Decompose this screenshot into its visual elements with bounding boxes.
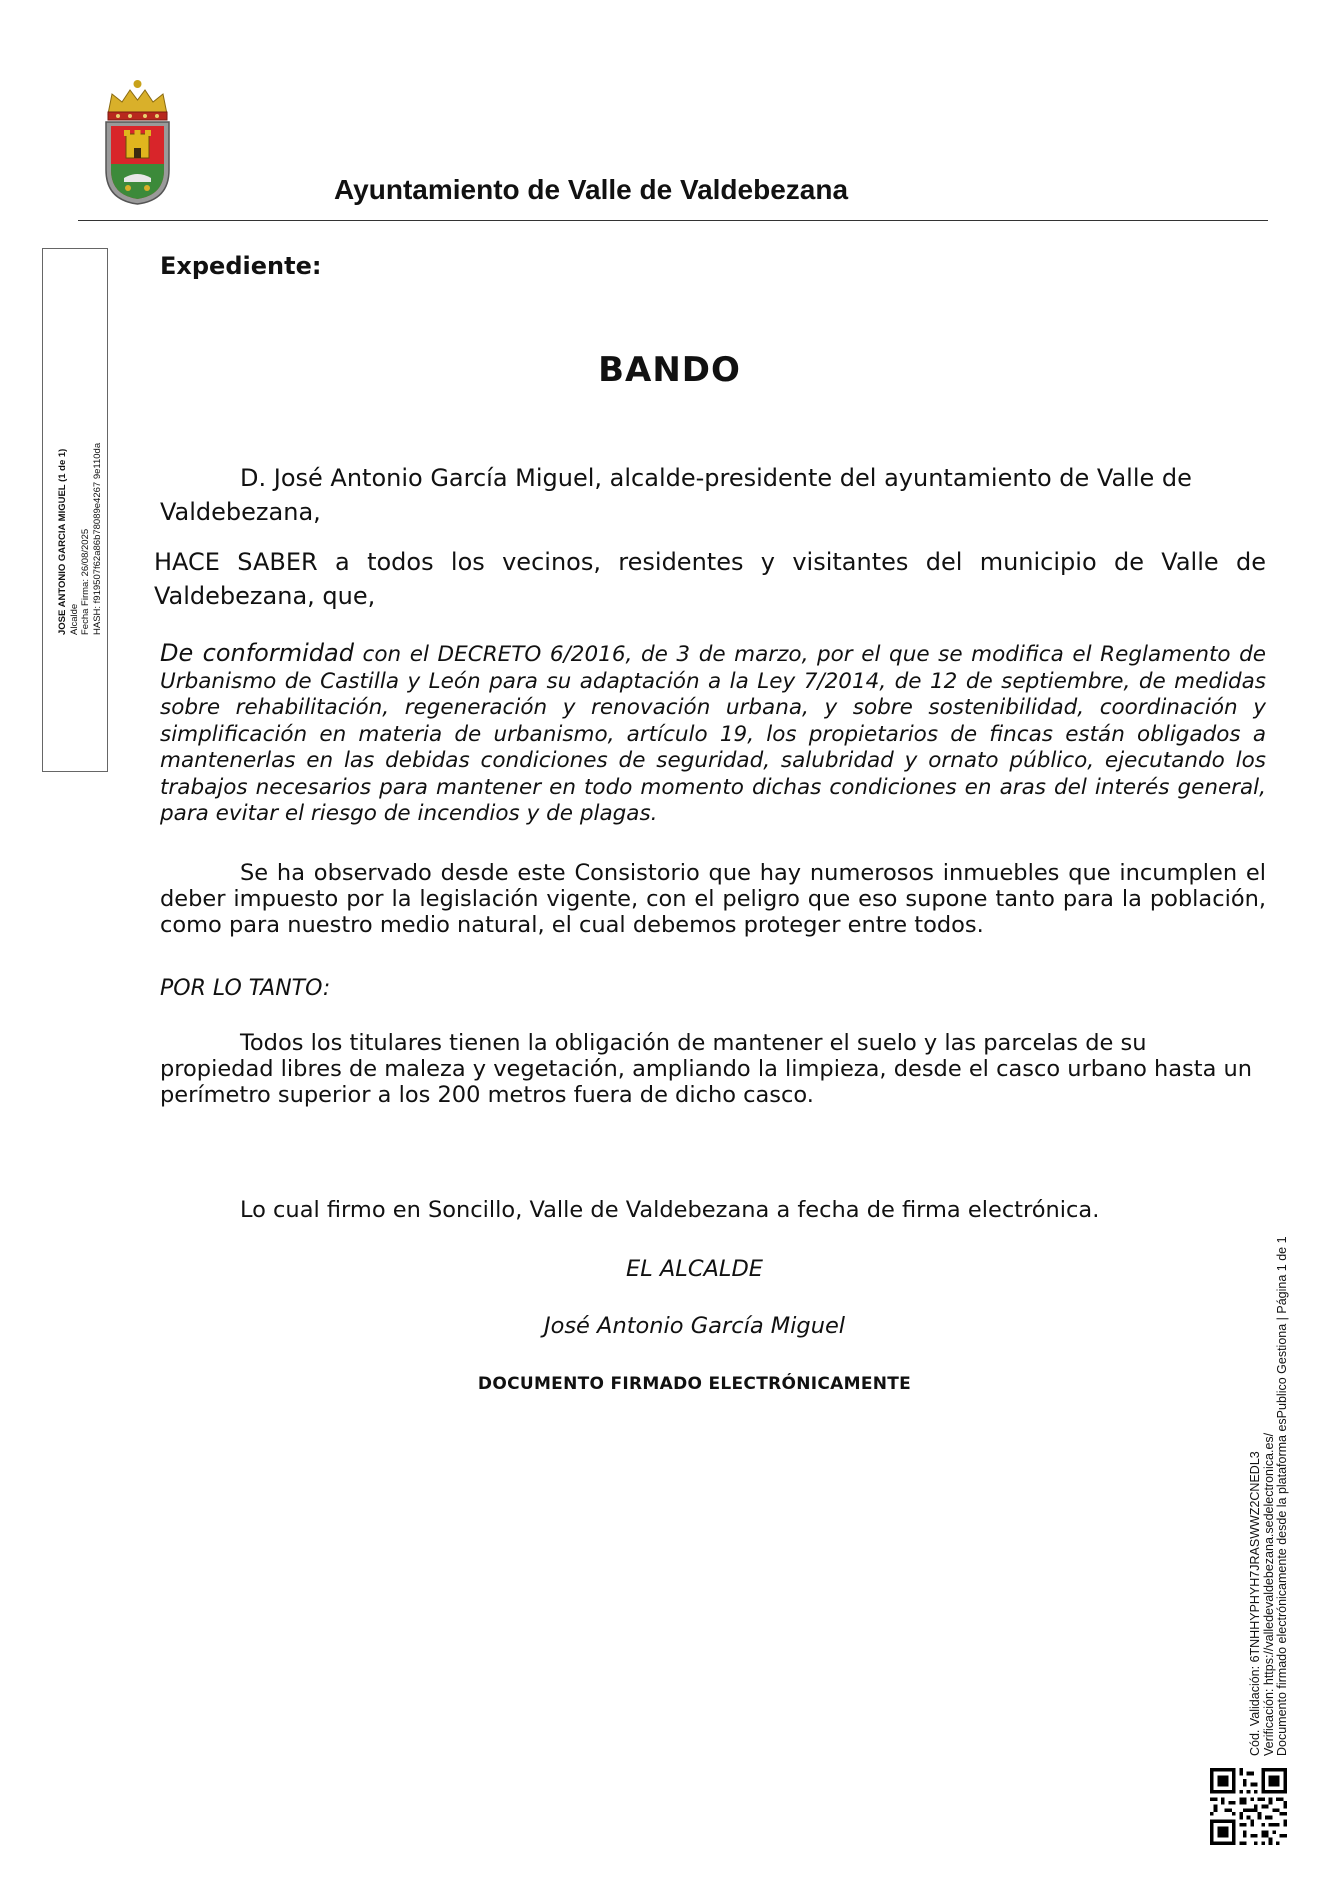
- signed-electronically-note: DOCUMENTO FIRMADO ELECTRÓNICAMENTE: [477, 1374, 912, 1394]
- obligacion-line-1: Todos los titulares tienen la obligación de mantener el suelo y las parcelas de su: [240, 1030, 1147, 1056]
- page-title: Ayuntamiento de Valle de Valdebezana: [334, 174, 849, 205]
- validation-text: [1249, 1236, 1290, 1756]
- signature-stamp-text: [57, 443, 103, 635]
- signature-role: Alcalde: [68, 603, 80, 635]
- signature-date: Fecha Firma: 26/08/2025: [80, 528, 91, 635]
- paragraph-intro: [160, 461, 1266, 529]
- document-heading: BANDO: [598, 350, 741, 390]
- obligacion-line-3: perímetro superior a los 200 metros fuera de dicho casco.: [160, 1082, 814, 1108]
- paragraph-obligacion: [160, 1030, 1266, 1108]
- intro-line-2: Valdebezana,: [160, 498, 321, 526]
- signature-hash: HASH: f919507f62a86b78089e4267 9e110da: [91, 442, 103, 635]
- decreto-text: con el DECRETO 6/2016, de 3 de marzo, por el que se modifica el Reglamento de Urbanismo de Castilla y León para su adaptación a la Ley 7/2014, de 12 de septiembre, de medidas sobre rehabilitación, regeneración y renovación urbana, y sobre sostenibilidad, coordinación y simplificación en materia de urbanismo, artículo 19, los propietarios de fincas están obligados a mantenerlas en las debidas condiciones de seguridad, salubridad y ornato público, ejecutando los trabajos necesarios para mantener en todo momento dichas condiciones en aras del interés general, para evitar el riesgo de incendios y de plagas.: [160, 642, 1266, 826]
- paragraph-hace-saber: HACE SABER a todos los vecinos, residentes y visitantes del municipio de Valle de Valdebezana, que,: [154, 548, 1266, 610]
- header-divider: [78, 220, 1268, 221]
- validation-url[interactable]: Verificación: https://valledevaldebezana.sedelectronica.es/: [1261, 1432, 1276, 1756]
- expediente-label: Expediente:: [160, 252, 322, 280]
- observacion-text: Se ha observado desde este Consistorio que hay numerosos inmuebles que incumplen el deber impuesto por la legislación vigente, con el peligro que eso supone tanto para la población, como para nuestro medio natural, el cual debemos proteger entre todos.: [160, 860, 1266, 938]
- validation-code: Cód. Validación: 6TNHHYPHYH7JRASWWZ2CNEDL3: [1248, 1451, 1262, 1756]
- paragraph-por-lo-tanto: POR LO TANTO:: [160, 976, 331, 1001]
- validation-platform: Documento firmado electrónicamente desde la plataforma esPublico Gestiona | Página 1 de 1: [1275, 1236, 1289, 1756]
- coat-of-arms-icon: [100, 78, 175, 206]
- paragraph-observacion: [160, 860, 1266, 938]
- intro-line-1: D. José Antonio García Miguel, alcalde-presidente del ayuntamiento de Valle de: [240, 464, 1192, 492]
- signer-title: EL ALCALDE: [625, 1256, 763, 1282]
- decreto-lead: De conformidad: [160, 639, 354, 667]
- signature-stamp: [42, 248, 108, 772]
- closing-line: Lo cual firmo en Soncillo, Valle de Valdebezana a fecha de firma electrónica.: [240, 1197, 1100, 1223]
- signature-signer: JOSE ANTONIO GARCIA MIGUEL (1 de 1): [57, 448, 68, 635]
- paragraph-decreto: [160, 640, 1266, 828]
- qr-code-icon[interactable]: [1210, 1768, 1287, 1845]
- obligacion-line-2: propiedad libres de maleza y vegetación, ampliando la limpieza, desde el casco urbano hasta un: [160, 1056, 1253, 1082]
- signer-name: José Antonio García Miguel: [543, 1313, 846, 1339]
